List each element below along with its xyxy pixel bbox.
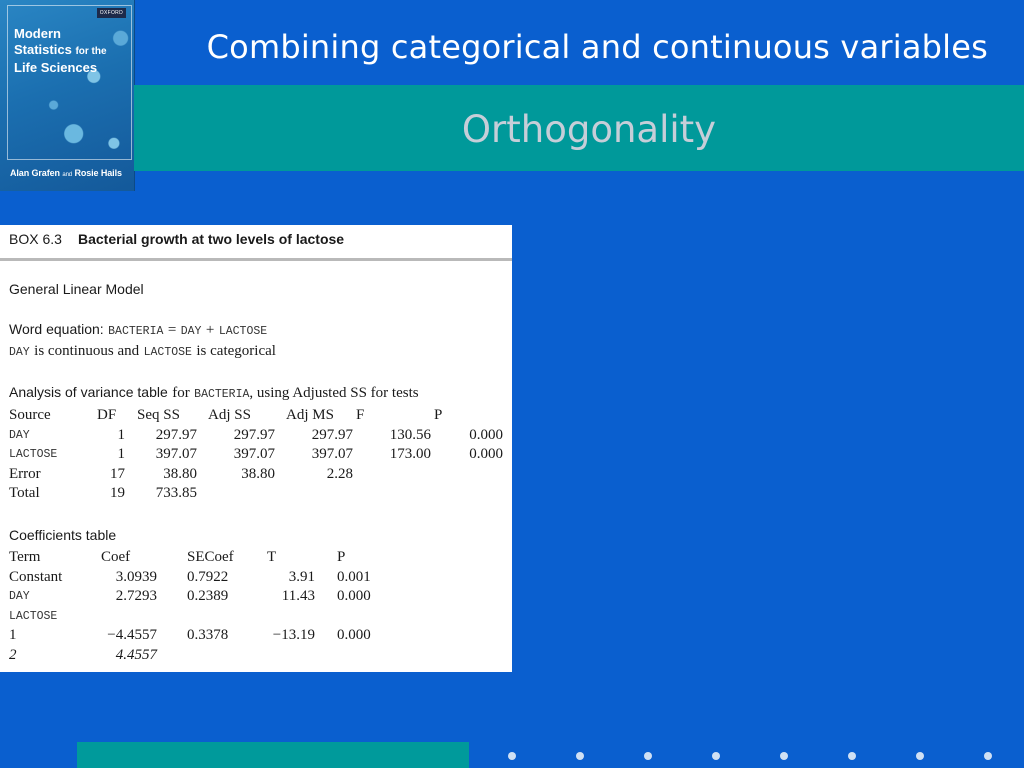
nav-dot (508, 752, 516, 760)
author-and: and (62, 172, 73, 178)
nav-dot (780, 752, 788, 760)
slide-subtitle: Orthogonality (461, 108, 717, 151)
anova-label: Analysis of variance table (9, 384, 168, 400)
coef-se (157, 607, 259, 627)
book-title (14, 26, 132, 76)
anova-suffix: , using Adjusted SS for tests (249, 385, 419, 401)
publisher-logo: OXFORD (97, 8, 126, 18)
coef-se: 0.2389 (187, 588, 229, 605)
coef-t (259, 646, 315, 666)
coef-value: −4.4557 (107, 627, 157, 644)
anova-f: 173.00 (389, 446, 431, 463)
word-equation-label: Word equation: (9, 321, 104, 337)
eq-lhs: BACTERIA (108, 325, 164, 338)
box-label: BOX 6.3 (9, 231, 62, 247)
anova-df: 17 (110, 465, 125, 482)
eq-term-1: DAY (180, 325, 202, 338)
nav-dot (644, 752, 652, 760)
anova-source: LACTOSE (9, 448, 58, 462)
coef-header-coef: Coef (101, 549, 131, 566)
anova-header-f: F (356, 407, 365, 424)
eq-term-2: LACTOSE (218, 325, 268, 338)
anova-seqss: 733.85 (155, 485, 197, 502)
anova-source: Total (9, 485, 40, 502)
anova-df: 19 (110, 485, 125, 502)
table-row (9, 568, 385, 588)
book-title-word-statistics: Statistics (14, 42, 72, 57)
box-title: Bacterial growth at two levels of lactose (78, 231, 345, 247)
coef-value: 3.0939 (115, 568, 157, 585)
anova-p: 0.000 (469, 426, 503, 443)
box-header (9, 231, 344, 247)
table-row (9, 484, 503, 504)
eq-plus: + (205, 322, 215, 338)
anova-p: 0.000 (469, 446, 503, 463)
table-row (9, 626, 385, 646)
book-title-line-3: Life Sciences (14, 60, 98, 75)
subtitle-bar (134, 85, 1024, 171)
anova-heading (9, 384, 419, 402)
anova-f (353, 484, 431, 504)
coef-header-term: Term (9, 549, 41, 566)
nav-dot (916, 752, 924, 760)
slide-title: Combining categorical and continuous variables (206, 28, 988, 66)
anova-header-p: P (434, 407, 443, 424)
word-equation (9, 321, 267, 339)
slide-nav-dots (505, 752, 1005, 766)
table-row (9, 587, 385, 607)
anova-adjms: 2.28 (326, 465, 353, 482)
box-divider (0, 258, 512, 261)
book-title-line-1: Modern (14, 26, 61, 41)
eq-equals: = (167, 322, 177, 338)
anova-f (353, 465, 431, 485)
coef-term: Constant (9, 568, 63, 585)
model-heading: General Linear Model (9, 281, 144, 297)
coef-t: 3.91 (288, 568, 315, 585)
anova-for: for (172, 385, 190, 401)
book-title-line-2 (14, 42, 132, 60)
footer-bar (77, 742, 469, 768)
coef-se: 0.3378 (187, 627, 229, 644)
table-row (9, 607, 385, 627)
anova-adjss: 397.07 (233, 446, 275, 463)
anova-header-seqss: Seq SS (137, 407, 180, 424)
coef-t (259, 607, 315, 627)
coef-t: −13.19 (272, 627, 315, 644)
anova-f: 130.56 (389, 426, 431, 443)
coef-value: 4.4557 (115, 646, 157, 663)
author-1: Alan Grafen (10, 168, 60, 178)
note-var-1: DAY (9, 346, 30, 359)
coef-p: 0.000 (337, 627, 371, 644)
coef-p: 0.001 (337, 568, 371, 585)
coef-value (101, 607, 157, 627)
coef-term: 1 (9, 627, 17, 644)
book-cover (0, 0, 135, 191)
anova-header-adjms: Adj MS (286, 407, 334, 424)
table-row (9, 646, 385, 666)
anova-seqss: 397.07 (155, 446, 197, 463)
coef-term: DAY (9, 590, 30, 604)
anova-header-row (9, 406, 503, 426)
coef-header-secoef: SECoef (187, 549, 234, 566)
nav-dot (576, 752, 584, 760)
anova-table (9, 406, 503, 504)
coef-p (315, 646, 385, 666)
table-row (9, 465, 503, 485)
title-bar (134, 0, 1024, 85)
statistics-box (0, 225, 512, 672)
anova-df: 1 (117, 446, 125, 463)
variable-note (9, 343, 276, 360)
coef-header-row (9, 548, 385, 568)
coef-p (315, 607, 385, 627)
coef-t: 11.43 (281, 588, 315, 605)
anova-adjms: 397.07 (311, 446, 353, 463)
coef-header-t: T (267, 549, 277, 566)
nav-dot (848, 752, 856, 760)
coefficients-table (9, 548, 385, 665)
coef-term: 2 (9, 646, 17, 663)
coef-value: 2.7293 (115, 588, 157, 605)
anova-adjms: 297.97 (311, 426, 353, 443)
note-text-1: is continuous and (34, 343, 140, 359)
author-2: Rosie Hails (74, 168, 122, 178)
coefficients-heading: Coefficients table (9, 527, 117, 543)
coef-header-p: P (337, 549, 346, 566)
nav-dot (712, 752, 720, 760)
table-row (9, 426, 503, 446)
coef-term: LACTOSE (9, 609, 58, 623)
anova-p (431, 465, 503, 485)
book-title-word-for-the: for the (75, 46, 107, 57)
anova-source: Error (9, 465, 41, 482)
anova-header-df: DF (97, 407, 117, 424)
anova-header-source: Source (9, 407, 51, 424)
table-row (9, 445, 503, 465)
anova-seqss: 38.80 (163, 465, 197, 482)
book-authors (10, 168, 122, 178)
anova-header-adjss: Adj SS (208, 407, 251, 424)
anova-source: DAY (9, 428, 30, 442)
anova-seqss: 297.97 (155, 426, 197, 443)
anova-p (431, 484, 503, 504)
nav-dot (984, 752, 992, 760)
anova-adjss (197, 484, 275, 504)
anova-var: BACTERIA (194, 388, 250, 401)
coef-p: 0.000 (337, 588, 371, 605)
anova-adjss: 38.80 (241, 465, 275, 482)
anova-adjss: 297.97 (233, 426, 275, 443)
coef-se: 0.7922 (187, 568, 229, 585)
note-text-2: is categorical (196, 343, 276, 359)
coef-se (157, 646, 259, 666)
anova-df: 1 (117, 426, 125, 443)
anova-adjms (275, 484, 353, 504)
note-var-2: LACTOSE (143, 346, 192, 359)
